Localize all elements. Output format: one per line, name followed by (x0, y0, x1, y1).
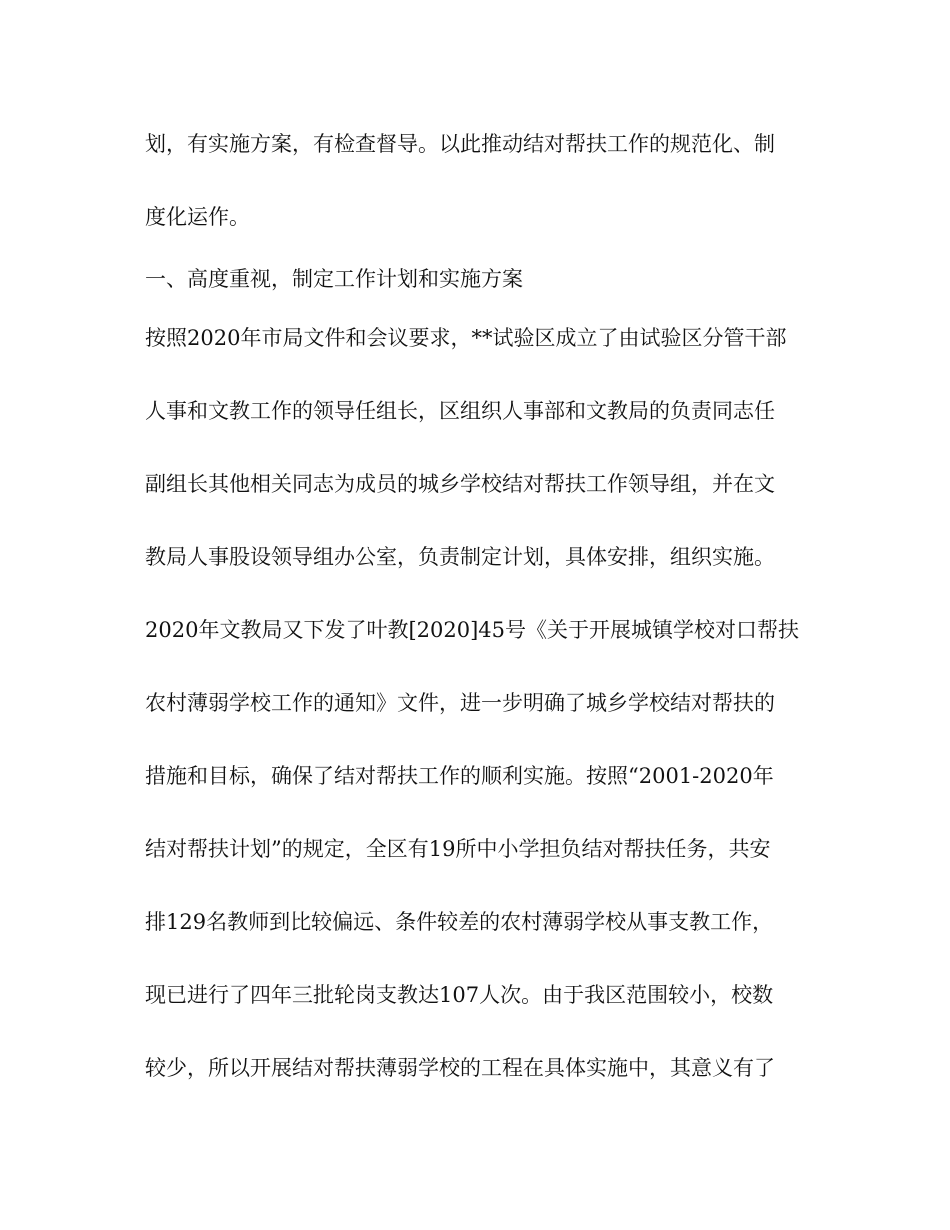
text-line: 2020年文教局又下发了叶教[2020]45号《关于开展城镇学校对口帮扶 (145, 618, 799, 642)
text-line: 人事和文教工作的领导任组长，区组织人事部和文教局的负责同志任 (145, 399, 775, 423)
text-line: 措施和目标，确保了结对帮扶工作的顺利实施。按照“2001-2020年 (145, 764, 774, 788)
text-line: 按照2020年市局文件和会议要求，**试验区成立了由试验区分管干部 (145, 326, 787, 350)
text-line: 划，有实施方案，有检查督导。以此推动结对帮扶工作的规范化、制 (145, 132, 775, 156)
text-line: 排129名教师到比较偏远、条件较差的农村薄弱学校从事支教工作， (145, 910, 774, 934)
text-line: 度化运作。 (145, 205, 250, 229)
text-line: 现已进行了四年三批轮岗支教达107人次。由于我区范围较小，校数 (145, 983, 774, 1007)
text-line: 结对帮扶计划”的规定，全区有19所中小学担负结对帮扶任务，共安 (145, 837, 771, 861)
text-line: 较少，所以开展结对帮扶薄弱学校的工程在具体实施中，其意义有了 (145, 1056, 775, 1080)
section-heading: 一、高度重视，制定工作计划和实施方案 (145, 267, 523, 291)
text-line: 副组长其他相关同志为成员的城乡学校结对帮扶工作领导组，并在文 (145, 472, 775, 496)
text-line: 教局人事股设领导组办公室，负责制定计划，具体安排，组织实施。 (145, 545, 775, 569)
text-line: 农村薄弱学校工作的通知》文件，进一步明确了城乡学校结对帮扶的 (145, 691, 775, 715)
